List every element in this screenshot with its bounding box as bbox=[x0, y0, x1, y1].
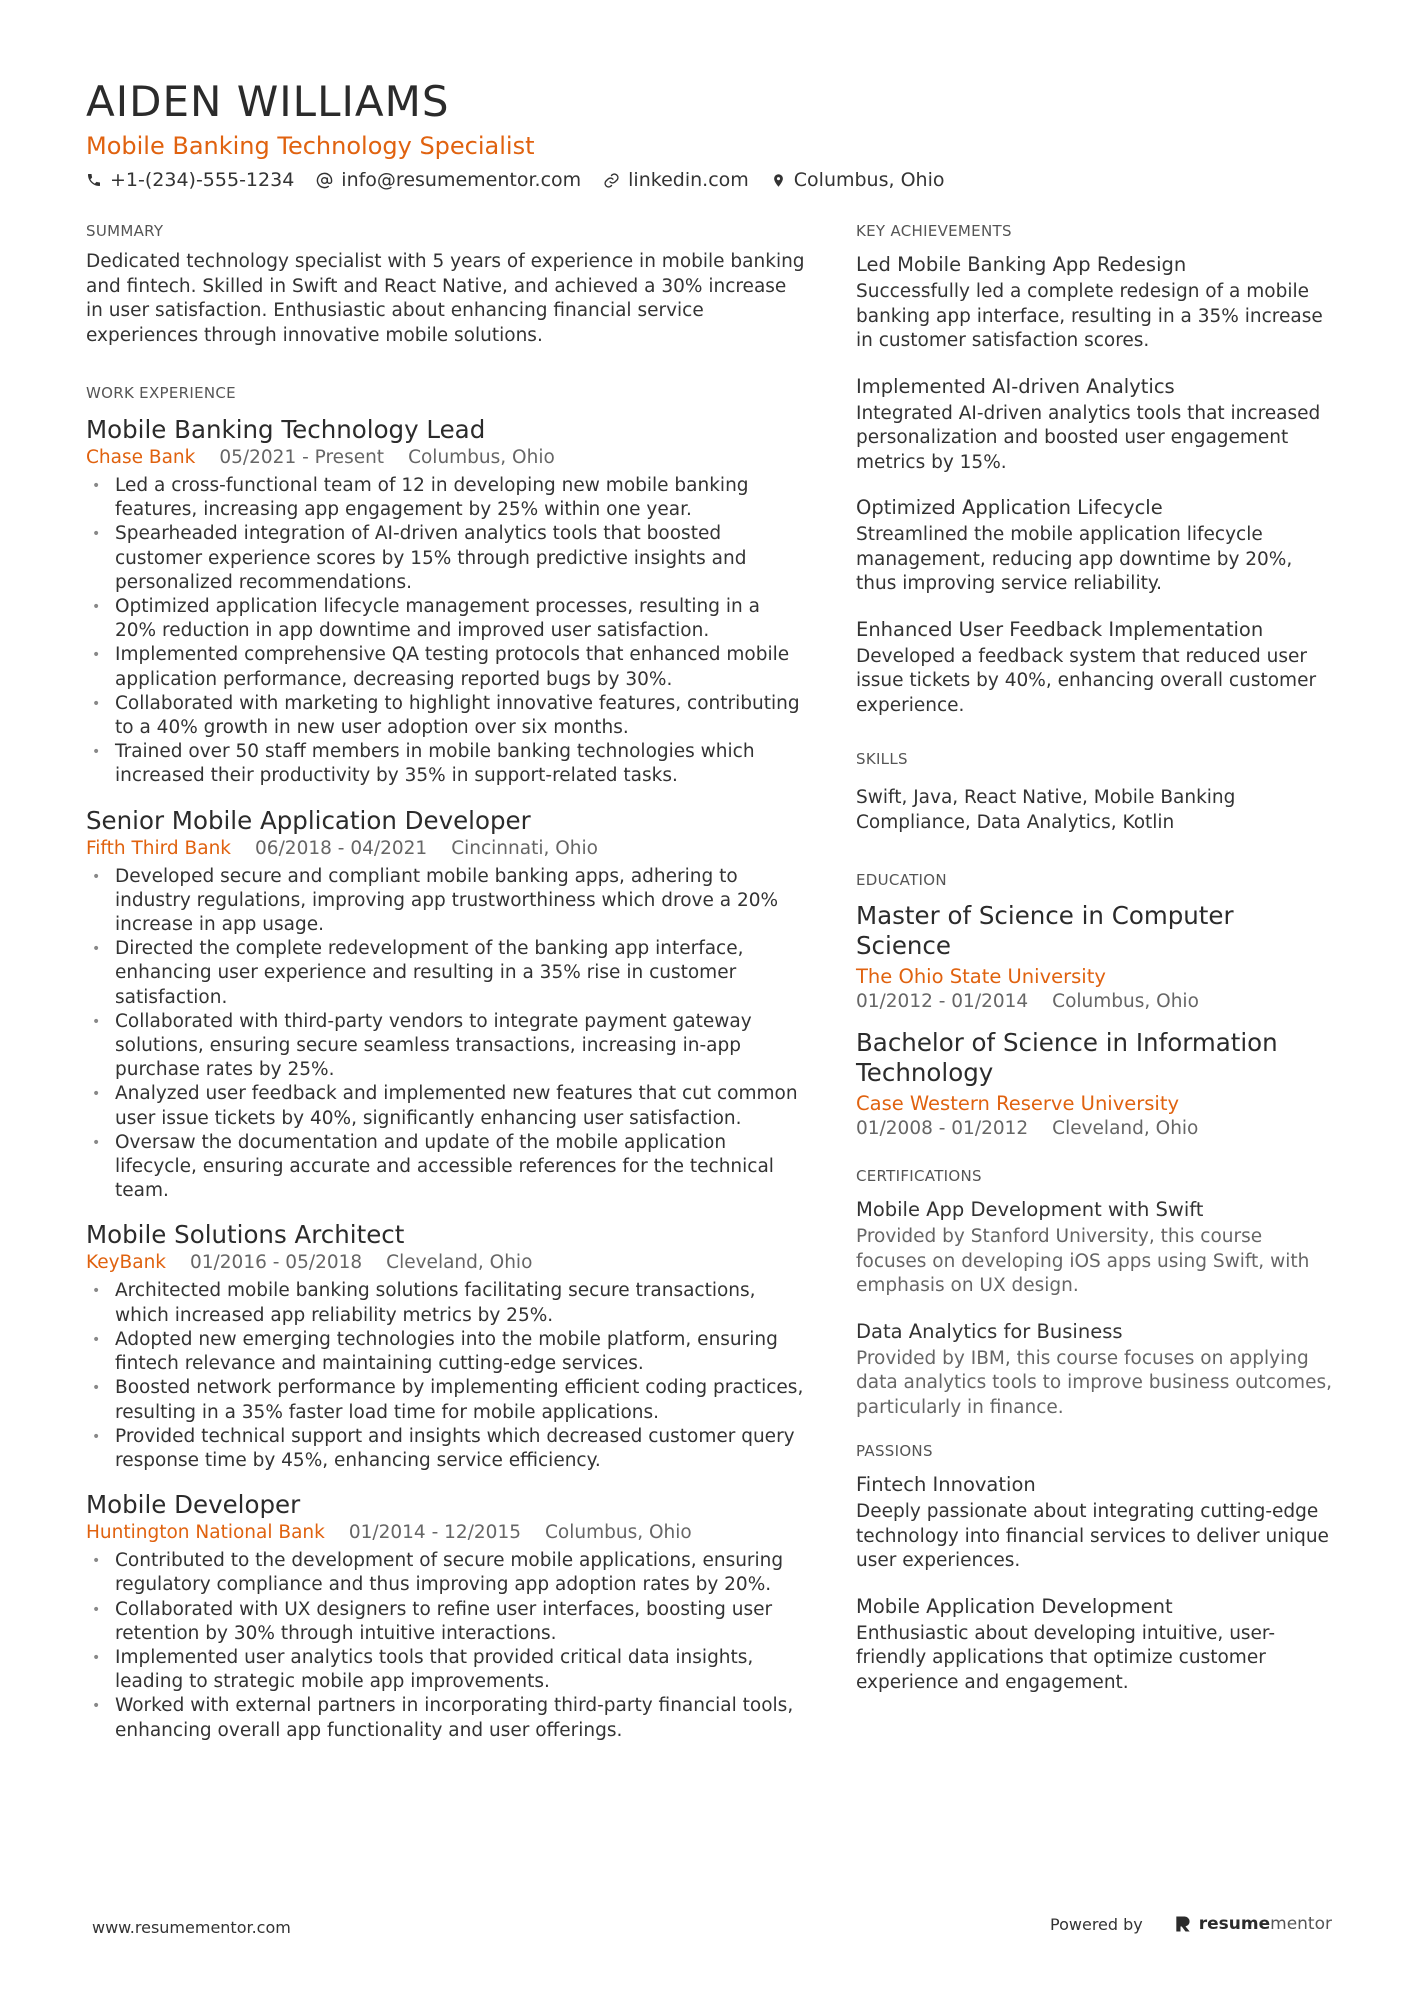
achievements-title: Led Mobile Banking App Redesign bbox=[856, 253, 1187, 276]
passions-title: Fintech Innovation bbox=[856, 1473, 1036, 1496]
job-bullet-text: Provided technical support and insights which decreased customer query response time by 45%, enhancing service efficiency. bbox=[115, 1425, 795, 1471]
brand-name-light: mentor bbox=[1270, 1914, 1332, 1934]
linkedin-text: linkedin.com bbox=[628, 169, 749, 191]
job-dates: 01/2014 - 12/2015 bbox=[348, 1522, 521, 1544]
bullet-dot-icon: • bbox=[92, 1134, 101, 1151]
brand-logo[interactable] bbox=[1173, 1914, 1332, 1934]
certifications-title: Mobile App Development with Swift bbox=[856, 1198, 1204, 1221]
skills-text: Swift, Java, React Native, Mobile Banking Compliance, Data Analytics, Kotlin bbox=[856, 787, 1236, 833]
passions-item bbox=[856, 1592, 1336, 1696]
skills-section bbox=[856, 746, 1336, 835]
location-text: Columbus, Ohio bbox=[793, 169, 945, 191]
job-bullet-text: Architected mobile banking solutions facilitating secure transactions, which increased app reliability metrics by 25%. bbox=[115, 1280, 756, 1326]
job-bullet bbox=[86, 474, 806, 522]
brand-mark-icon bbox=[1173, 1914, 1193, 1934]
education-degree: Bachelor of Science in Information Technology bbox=[856, 1028, 1278, 1087]
job-company: Chase Bank bbox=[86, 447, 196, 468]
job-bullet bbox=[86, 595, 806, 643]
achievements-desc: Integrated AI-driven analytics tools that increased personalization and boosted user engagement metrics by 15%. bbox=[856, 402, 1321, 473]
footer-branding bbox=[1050, 1914, 1332, 1934]
achievements-item bbox=[856, 615, 1336, 719]
section-heading: SUMMARY bbox=[86, 222, 164, 240]
achievement-list bbox=[856, 250, 1336, 718]
job-bullet-text: Implemented user analytics tools that provided critical data insights, leading to strategic mobile app improvements. bbox=[115, 1646, 754, 1693]
section-heading: KEY ACHIEVEMENTS bbox=[856, 222, 1012, 240]
bullet-dot-icon: • bbox=[92, 1086, 101, 1103]
job-entry bbox=[86, 414, 806, 789]
job-bullet bbox=[86, 1694, 806, 1742]
job-company: Fifth Third Bank bbox=[86, 837, 232, 859]
job-title: Senior Mobile Application Developer bbox=[86, 805, 531, 835]
job-location: Columbus, Ohio bbox=[545, 1522, 692, 1544]
bullet-dot-icon: • bbox=[92, 744, 101, 761]
resume-header bbox=[86, 76, 1326, 194]
job-bullet-list bbox=[86, 865, 806, 1204]
left-column bbox=[86, 218, 806, 1775]
job-entry bbox=[86, 1489, 806, 1743]
section-heading: PASSIONS bbox=[856, 1442, 933, 1460]
passions-item bbox=[856, 1470, 1336, 1574]
bullet-dot-icon: • bbox=[92, 1649, 101, 1666]
job-bullet-list bbox=[86, 1279, 806, 1473]
job-bullet-text: Oversaw the documentation and update of the mobile application lifecycle, ensuring accurate and accessible references for the technical team. bbox=[115, 1131, 774, 1202]
experience-section bbox=[86, 380, 806, 1743]
job-bullet-text: Contributed to the development of secure mobile applications, ensuring regulatory compliance and thus improving app adoption rates by 20%. bbox=[115, 1550, 784, 1596]
achievements-title: Enhanced User Feedback Implementation bbox=[856, 617, 1264, 641]
location-pin-icon bbox=[771, 172, 786, 189]
bullet-dot-icon: • bbox=[92, 1013, 101, 1030]
achievements-title: Optimized Application Lifecycle bbox=[856, 496, 1163, 519]
job-bullet bbox=[86, 522, 806, 595]
bullet-dot-icon: • bbox=[92, 868, 101, 885]
job-bullet bbox=[86, 1646, 806, 1694]
job-meta bbox=[86, 1251, 806, 1275]
candidate-title: Mobile Banking Technology Specialist bbox=[86, 132, 535, 160]
job-bullet bbox=[86, 1131, 806, 1204]
job-bullet-text: Worked with external partners in incorporating third-party financial tools, enhancing overall app functionality and user offerings. bbox=[115, 1695, 794, 1741]
contact-phone bbox=[86, 166, 294, 194]
passions-title: Mobile Application Development bbox=[856, 1594, 1173, 1618]
job-bullet-text: Trained over 50 staff members in mobile banking technologies which increased their productivity by 35% in support-related tasks. bbox=[115, 741, 755, 787]
job-bullet-list bbox=[86, 474, 806, 789]
achievements-title: Implemented AI-driven Analytics bbox=[856, 374, 1175, 398]
certifications-section bbox=[856, 1163, 1336, 1420]
job-bullet-text: Collaborated with marketing to highlight innovative features, contributing to a 40% growth in new user adoption over six months. bbox=[115, 692, 800, 739]
job-meta bbox=[86, 1521, 806, 1545]
link-icon bbox=[603, 172, 620, 189]
job-location: Cincinnati, Ohio bbox=[451, 837, 598, 859]
achievements-desc: Developed a feedback system that reduced user issue tickets by 40%, enhancing overall customer experience. bbox=[856, 645, 1317, 716]
job-bullet-text: Collaborated with UX designers to refine user interfaces, boosting user retention by 30% through intuitive interactions. bbox=[115, 1598, 773, 1644]
job-bullet bbox=[86, 1010, 806, 1083]
job-bullet bbox=[86, 937, 806, 1010]
contact-linkedin[interactable] bbox=[603, 166, 749, 194]
education-dates: 01/2012 - 01/2014 bbox=[856, 991, 1029, 1012]
job-bullet-text: Analyzed user feedback and implemented new features that cut common user issue tickets by 40%, significantly enhancing user satisfaction. bbox=[115, 1083, 798, 1129]
job-bullet-text: Implemented comprehensive QA testing protocols that enhanced mobile application performance, decreasing reported bugs by 30%. bbox=[115, 644, 790, 690]
job-bullet bbox=[86, 1376, 806, 1424]
education-dates: 01/2008 - 01/2012 bbox=[856, 1118, 1029, 1139]
education-school: The Ohio State University bbox=[856, 965, 1106, 988]
phone-text: +1-(234)-555-1234 bbox=[110, 169, 295, 191]
job-dates: 05/2021 - Present bbox=[219, 447, 385, 468]
education-location: Columbus, Ohio bbox=[1052, 991, 1199, 1012]
job-title: Mobile Banking Technology Lead bbox=[86, 415, 486, 444]
job-bullet bbox=[86, 1328, 806, 1376]
certifications-item bbox=[856, 1317, 1336, 1421]
job-meta bbox=[86, 837, 806, 861]
powered-by-label: Powered by bbox=[1050, 1914, 1143, 1934]
job-bullet bbox=[86, 1082, 806, 1130]
job-entry bbox=[86, 805, 806, 1204]
footer-website[interactable]: www.resumementor.com bbox=[92, 1918, 291, 1937]
certification-list bbox=[856, 1195, 1336, 1420]
education-item bbox=[856, 1028, 1336, 1141]
job-dates: 06/2018 - 04/2021 bbox=[255, 837, 428, 859]
contact-email[interactable] bbox=[316, 166, 581, 194]
job-bullet-text: Spearheaded integration of AI-driven analytics tools that boosted customer experience scores by 15% through predictive insights and personalized recommendations. bbox=[115, 523, 747, 593]
passion-list bbox=[856, 1470, 1336, 1695]
job-location: Cleveland, Ohio bbox=[386, 1252, 533, 1274]
achievements-item bbox=[856, 372, 1336, 476]
job-bullet bbox=[86, 692, 806, 740]
job-company: Huntington National Bank bbox=[86, 1522, 325, 1544]
job-entry bbox=[86, 1219, 806, 1473]
at-icon bbox=[316, 172, 333, 189]
job-bullet bbox=[86, 1549, 806, 1597]
bullet-dot-icon: • bbox=[92, 599, 101, 616]
certifications-item bbox=[856, 1195, 1336, 1299]
bullet-dot-icon: • bbox=[92, 1380, 101, 1397]
bullet-dot-icon: • bbox=[92, 526, 101, 543]
section-heading: SKILLS bbox=[856, 750, 908, 768]
job-location: Columbus, Ohio bbox=[408, 447, 555, 468]
job-bullet bbox=[86, 1425, 806, 1473]
passions-desc: Deeply passionate about integrating cutting-edge technology into financial services to deliver unique user experiences. bbox=[856, 1501, 1329, 1571]
bullet-dot-icon: • bbox=[92, 647, 101, 664]
passions-desc: Enthusiastic about developing intuitive, user-friendly applications that optimize customer experience and engagement. bbox=[856, 1622, 1276, 1693]
contact-bar bbox=[86, 166, 1326, 194]
certifications-desc: Provided by Stanford University, this course focuses on developing iOS apps using Swift, with emphasis on UX design. bbox=[856, 1226, 1310, 1296]
bullet-dot-icon: • bbox=[92, 1698, 101, 1715]
job-bullet bbox=[86, 1279, 806, 1327]
job-list bbox=[86, 414, 806, 1743]
summary-text: Dedicated technology specialist with 5 years of experience in mobile banking and fintech. Skilled in Swift and React Native, and achieved a 30% increase in user satisfaction. Enthusiastic about enhancing financial service experiences through innovative mobile solutions. bbox=[86, 251, 805, 346]
job-bullet bbox=[86, 865, 806, 938]
job-bullet-text: Led a cross-functional team of 12 in developing new mobile banking features, increasing app engagement by 25% within one year. bbox=[115, 475, 749, 521]
job-title: Mobile Developer bbox=[86, 1490, 301, 1520]
job-bullet-text: Boosted network performance by implementing efficient coding practices, resulting in a 35% faster load time for mobile applications. bbox=[115, 1377, 804, 1423]
education-school: Case Western Reserve University bbox=[856, 1092, 1180, 1115]
job-bullet-text: Adopted new emerging technologies into the mobile platform, ensuring fintech relevance and maintaining cutting-edge services. bbox=[115, 1328, 778, 1375]
job-bullet bbox=[86, 740, 806, 788]
job-bullet-text: Collaborated with third-party vendors to integrate payment gateway solutions, ensuring secure seamless transactions, increasing in-app purchase rates by 25%. bbox=[115, 1010, 752, 1081]
right-column bbox=[856, 218, 1336, 1727]
certifications-title: Data Analytics for Business bbox=[856, 1319, 1123, 1343]
education-meta bbox=[856, 990, 1336, 1014]
job-meta bbox=[86, 446, 806, 470]
job-bullet-list bbox=[86, 1549, 806, 1743]
bullet-dot-icon: • bbox=[92, 1428, 101, 1445]
bullet-dot-icon: • bbox=[92, 478, 101, 494]
job-title: Mobile Solutions Architect bbox=[86, 1220, 405, 1250]
candidate-name: AIDEN WILLIAMS bbox=[86, 77, 450, 126]
passions-section bbox=[856, 1438, 1336, 1695]
bullet-dot-icon: • bbox=[92, 941, 101, 958]
achievements-desc: Successfully led a complete redesign of a mobile banking app interface, resulting in a 35% increase in customer satisfaction scores. bbox=[856, 281, 1323, 351]
bullet-dot-icon: • bbox=[92, 1553, 101, 1570]
bullet-dot-icon: • bbox=[92, 1331, 101, 1348]
section-heading: CERTIFICATIONS bbox=[856, 1167, 982, 1185]
achievements-desc: Streamlined the mobile application lifecycle management, reducing app downtime by 20%, thus improving service reliability. bbox=[856, 524, 1293, 594]
job-bullet bbox=[86, 643, 806, 691]
education-location: Cleveland, Ohio bbox=[1052, 1118, 1199, 1139]
email-text: info@resumementor.com bbox=[341, 169, 582, 191]
achievements-item bbox=[856, 250, 1336, 354]
education-item bbox=[856, 901, 1336, 1014]
contact-location bbox=[771, 166, 945, 194]
education-meta bbox=[856, 1117, 1336, 1141]
bullet-dot-icon: • bbox=[92, 1601, 101, 1618]
job-bullet-text: Directed the complete redevelopment of the banking app interface, enhancing user experience and resulting in a 35% rise in customer satisfaction. bbox=[115, 938, 744, 1008]
achievements-section bbox=[856, 218, 1336, 718]
section-heading: WORK EXPERIENCE bbox=[86, 384, 236, 402]
achievements-item bbox=[856, 493, 1336, 597]
phone-icon bbox=[86, 172, 102, 188]
education-section bbox=[856, 867, 1336, 1141]
bullet-dot-icon: • bbox=[92, 695, 101, 712]
job-company: KeyBank bbox=[86, 1252, 167, 1274]
section-heading: EDUCATION bbox=[856, 871, 947, 889]
job-bullet bbox=[86, 1598, 806, 1646]
bullet-dot-icon: • bbox=[92, 1283, 101, 1300]
certifications-desc: Provided by IBM, this course focuses on applying data analytics tools to improve business outcomes, particularly in finance. bbox=[856, 1347, 1332, 1418]
job-bullet-text: Optimized application lifecycle management processes, resulting in a 20% reduction in app downtime and improved user satisfaction. bbox=[115, 596, 760, 642]
education-list bbox=[856, 901, 1336, 1141]
brand-name-bold: resume bbox=[1198, 1914, 1271, 1934]
summary-section bbox=[86, 218, 806, 348]
job-dates: 01/2016 - 05/2018 bbox=[190, 1252, 363, 1274]
job-bullet-text: Developed secure and compliant mobile banking apps, adhering to industry regulations, improving app trustworthiness which drove a 20% increase in app usage. bbox=[115, 865, 779, 936]
education-degree: Master of Science in Computer Science bbox=[856, 901, 1234, 960]
